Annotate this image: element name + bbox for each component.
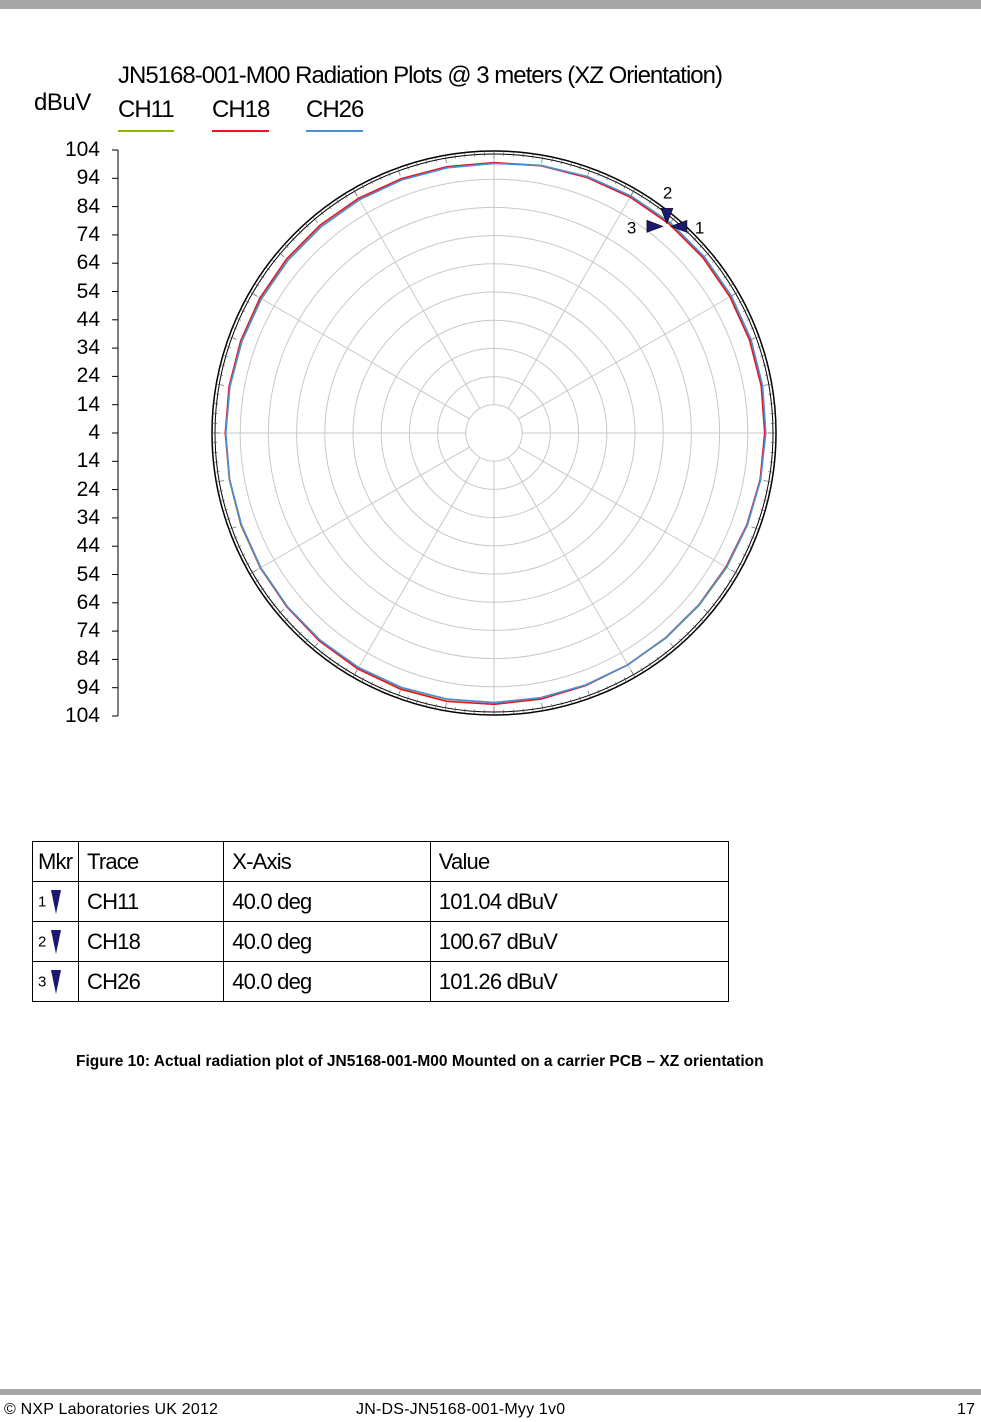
table-row xyxy=(33,962,729,1002)
angle-tick xyxy=(445,155,446,163)
x-axis-cell: 40.0 deg xyxy=(224,962,431,1002)
angle-tick xyxy=(768,394,773,395)
marker-triangle-icon xyxy=(50,969,62,995)
legend-label: CH18 xyxy=(212,96,270,123)
grid-spoke xyxy=(250,447,470,574)
col-value: Value xyxy=(430,842,728,882)
mkr-cell xyxy=(33,962,79,1002)
value-cell: 100.67 dBuV xyxy=(430,922,728,962)
angle-tick xyxy=(216,384,224,385)
legend-label: CH11 xyxy=(118,96,174,123)
radial-tick-label: 54 xyxy=(76,279,100,303)
angle-tick xyxy=(523,153,524,158)
col-x-axis: X-Axis xyxy=(224,842,431,882)
radial-tick-label: 24 xyxy=(76,364,100,388)
footer-copyright: © NXP Laboratories UK 2012 xyxy=(4,1401,219,1418)
radial-tick-label: 94 xyxy=(76,675,100,699)
angle-tick xyxy=(542,155,543,163)
radial-tick-label: 84 xyxy=(76,194,100,218)
radial-tick-label: 44 xyxy=(76,307,100,331)
plot-title: JN5168-001-M00 Radiation Plots @ 3 meters (XZ Orientation) xyxy=(118,62,722,89)
grid-spoke xyxy=(508,457,635,677)
marker-triangle-icon xyxy=(50,889,62,915)
marker-triangle-icon xyxy=(50,929,62,955)
angle-tick xyxy=(229,337,237,340)
value-cell: 101.04 dBuV xyxy=(430,882,728,922)
grid-spoke xyxy=(353,189,480,409)
marker-3-triangle xyxy=(647,220,663,232)
mkr-number: 1 xyxy=(38,893,46,911)
angle-tick xyxy=(751,527,759,530)
angle-tick xyxy=(455,707,456,712)
radial-tick-label: 54 xyxy=(76,562,100,586)
table-row xyxy=(33,922,729,962)
radial-tick-label: 104 xyxy=(64,704,100,727)
radial-tick-label: 74 xyxy=(76,222,100,246)
bottom-rule xyxy=(0,1389,981,1395)
mkr-cell xyxy=(33,922,79,962)
marker-2-triangle xyxy=(661,208,673,223)
angle-tick xyxy=(215,394,220,395)
radial-tick-label: 74 xyxy=(76,619,100,643)
angle-tick xyxy=(533,707,534,712)
mkr-number: 2 xyxy=(38,933,46,951)
x-axis-cell: 40.0 deg xyxy=(224,922,431,962)
angle-tick xyxy=(768,472,773,473)
radial-tick-label: 14 xyxy=(76,392,100,416)
angle-tick xyxy=(588,690,591,698)
angle-tick xyxy=(588,168,591,176)
angle-tick xyxy=(769,462,774,463)
trace-cell: CH26 xyxy=(79,962,224,1002)
marker-table xyxy=(32,841,729,1002)
grid-spoke xyxy=(518,447,738,574)
value-cell: 101.26 dBuV xyxy=(430,962,728,1002)
legend-label: CH26 xyxy=(306,96,364,123)
radial-tick-label: 94 xyxy=(76,166,100,190)
angle-tick xyxy=(398,690,401,698)
angle-tick xyxy=(751,337,759,340)
grid-ring xyxy=(466,405,522,461)
angle-tick xyxy=(214,462,219,463)
angle-tick xyxy=(523,708,524,713)
radial-tick-label: 14 xyxy=(76,449,100,473)
trace-cell: CH18 xyxy=(79,922,224,962)
marker-1-label: 1 xyxy=(694,218,705,238)
mkr-cell xyxy=(33,882,79,922)
grid-spoke xyxy=(353,457,480,677)
figure-caption: Figure 10: Actual radiation plot of JN5168-001-M00 Mounted on a carrier PCB – XZ orientation xyxy=(76,1053,764,1070)
angle-tick xyxy=(398,168,401,176)
grid-spoke xyxy=(508,189,635,409)
angle-tick xyxy=(229,527,237,530)
x-axis-cell: 40.0 deg xyxy=(224,882,431,922)
angle-tick xyxy=(533,154,534,159)
angle-tick xyxy=(445,703,446,711)
radial-tick-label: 64 xyxy=(76,251,100,275)
angle-tick xyxy=(216,481,224,482)
radial-tick-label: 44 xyxy=(76,534,100,558)
radial-tick-label: 4 xyxy=(88,421,100,444)
grid-spoke xyxy=(518,292,738,419)
angle-tick xyxy=(764,384,772,385)
angle-tick xyxy=(465,153,466,158)
radial-tick-label: 84 xyxy=(76,647,100,671)
radial-tick-label: 24 xyxy=(76,477,100,501)
angle-tick xyxy=(465,708,466,713)
col-trace: Trace xyxy=(79,842,224,882)
radial-tick-label: 34 xyxy=(76,505,100,529)
unit-label: dBuV xyxy=(34,89,91,116)
radial-tick-label: 34 xyxy=(76,336,100,360)
marker-2-label: 2 xyxy=(662,183,673,203)
grid-spoke xyxy=(250,292,470,419)
marker-table-header xyxy=(33,842,729,882)
angle-tick xyxy=(455,154,456,159)
trace-cell: CH11 xyxy=(79,882,224,922)
angle-tick xyxy=(769,404,774,405)
col-mkr: Mkr xyxy=(33,842,79,882)
footer-page-number: 17 xyxy=(957,1401,976,1418)
footer-doc-id: JN-DS-JN5168-001-Myy 1v0 xyxy=(356,1401,566,1418)
table-row xyxy=(33,882,729,922)
angle-tick xyxy=(214,404,219,405)
mkr-number: 3 xyxy=(38,973,46,991)
marker-3-label: 3 xyxy=(626,218,637,238)
angle-tick xyxy=(542,703,543,711)
angle-tick xyxy=(215,472,220,473)
angle-tick xyxy=(764,481,772,482)
radial-tick-label: 64 xyxy=(76,590,100,614)
radial-tick-label: 104 xyxy=(64,138,100,161)
